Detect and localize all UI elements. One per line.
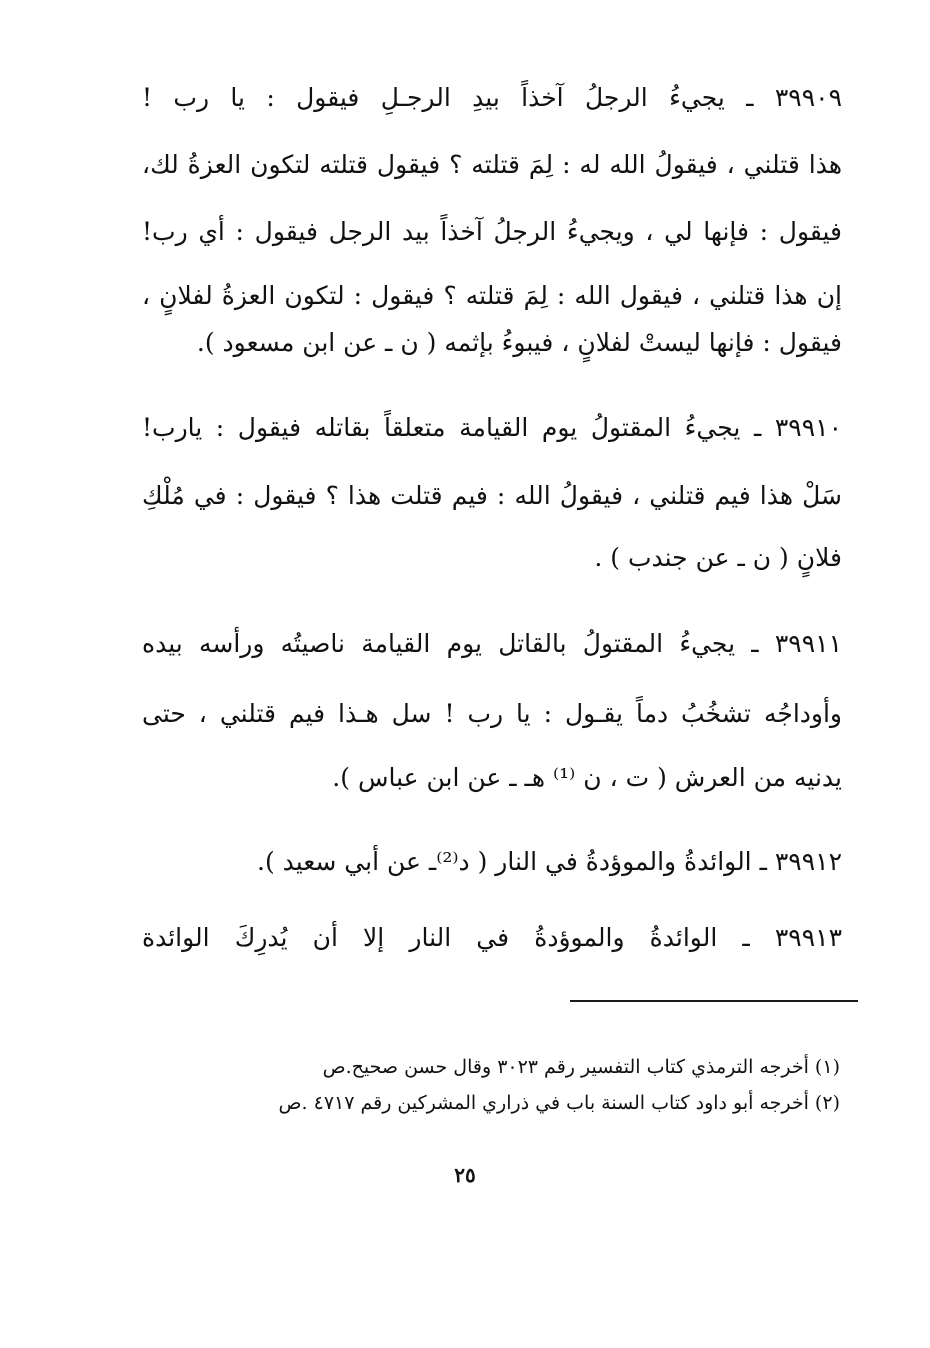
hadith-39911-line-1: ٣٩٩١١ ـ يجيءُ المقتولُ بالقاتل يوم القيامة ناصيتُه ورأسه بيده [142, 629, 842, 658]
hadith-39910-line-2: سَلْ هذا فيم قتلني ، فيقولُ الله : فيم قتلت هذا ؟ فيقول : في مُلْكِ [142, 481, 842, 510]
hadith-39910-line-3: فلانٍ ( ن ـ عن جندب ) . [594, 543, 842, 572]
hadith-39911-line-2: وأوداجُه تشخُبُ دماً يقـول : يا رب ! سل هـذا فيم قتلني ، حتى [142, 699, 842, 728]
hadith-39909-line-2: هذا قتلني ، فيقولُ الله له : لِمَ قتلته ؟ فيقول قتلته لتكون العزةُ لك، [142, 150, 842, 179]
footnote-separator [570, 1000, 858, 1002]
page-number: ٢٥ [454, 1163, 476, 1187]
footnote-2: (٢) أخرجه أبو داود كتاب السنة باب في ذراري المشركين رقم ٤٧١٧ .ص [278, 1092, 840, 1114]
hadith-39909-line-3: فيقول : فإنها لي ، ويجيءُ الرجلُ آخذاً بيد الرجل فيقول : أي رب! [142, 217, 842, 246]
hadith-39909-line-1: ٣٩٩٠٩ ـ يجيءُ الرجلُ آخذاً بيدِ الرجـلِ فيقول : يا رب ! [142, 83, 842, 112]
hadith-39910-line-1: ٣٩٩١٠ ـ يجيءُ المقتولُ يوم القيامة متعلقاً بقاتله فيقول : يارب! [142, 413, 842, 442]
hadith-39909-line-5: فيقول : فإنها ليستْ لفلانٍ ، فيبوءُ بإثمه ( ن ـ عن ابن مسعود ). [196, 328, 842, 357]
hadith-39913-line-1: ٣٩٩١٣ ـ الوائدةُ والموؤدةُ في النار إلا أن يُدرِكَ الوائدة [142, 923, 842, 952]
hadith-39911-line-3: يدنيه من العرش ( ت ، ن ⁽¹⁾ هـ ـ عن ابن عباس ). [332, 763, 842, 792]
hadith-39912-line-1: ٣٩٩١٢ ـ الوائدةُ والموؤدةُ في النار ( د⁽²⁾ـ عن أبي سعيد ). [257, 847, 842, 876]
hadith-39909-line-4: إن هذا قتلني ، فيقول الله : لِمَ قتلته ؟ فيقول : لتكون العزةُ لفلانٍ ، [142, 281, 842, 310]
footnote-1: (١) أخرجه الترمذي كتاب التفسير رقم ٣٠٢٣ وقال حسن صحيح.ص [322, 1056, 840, 1078]
